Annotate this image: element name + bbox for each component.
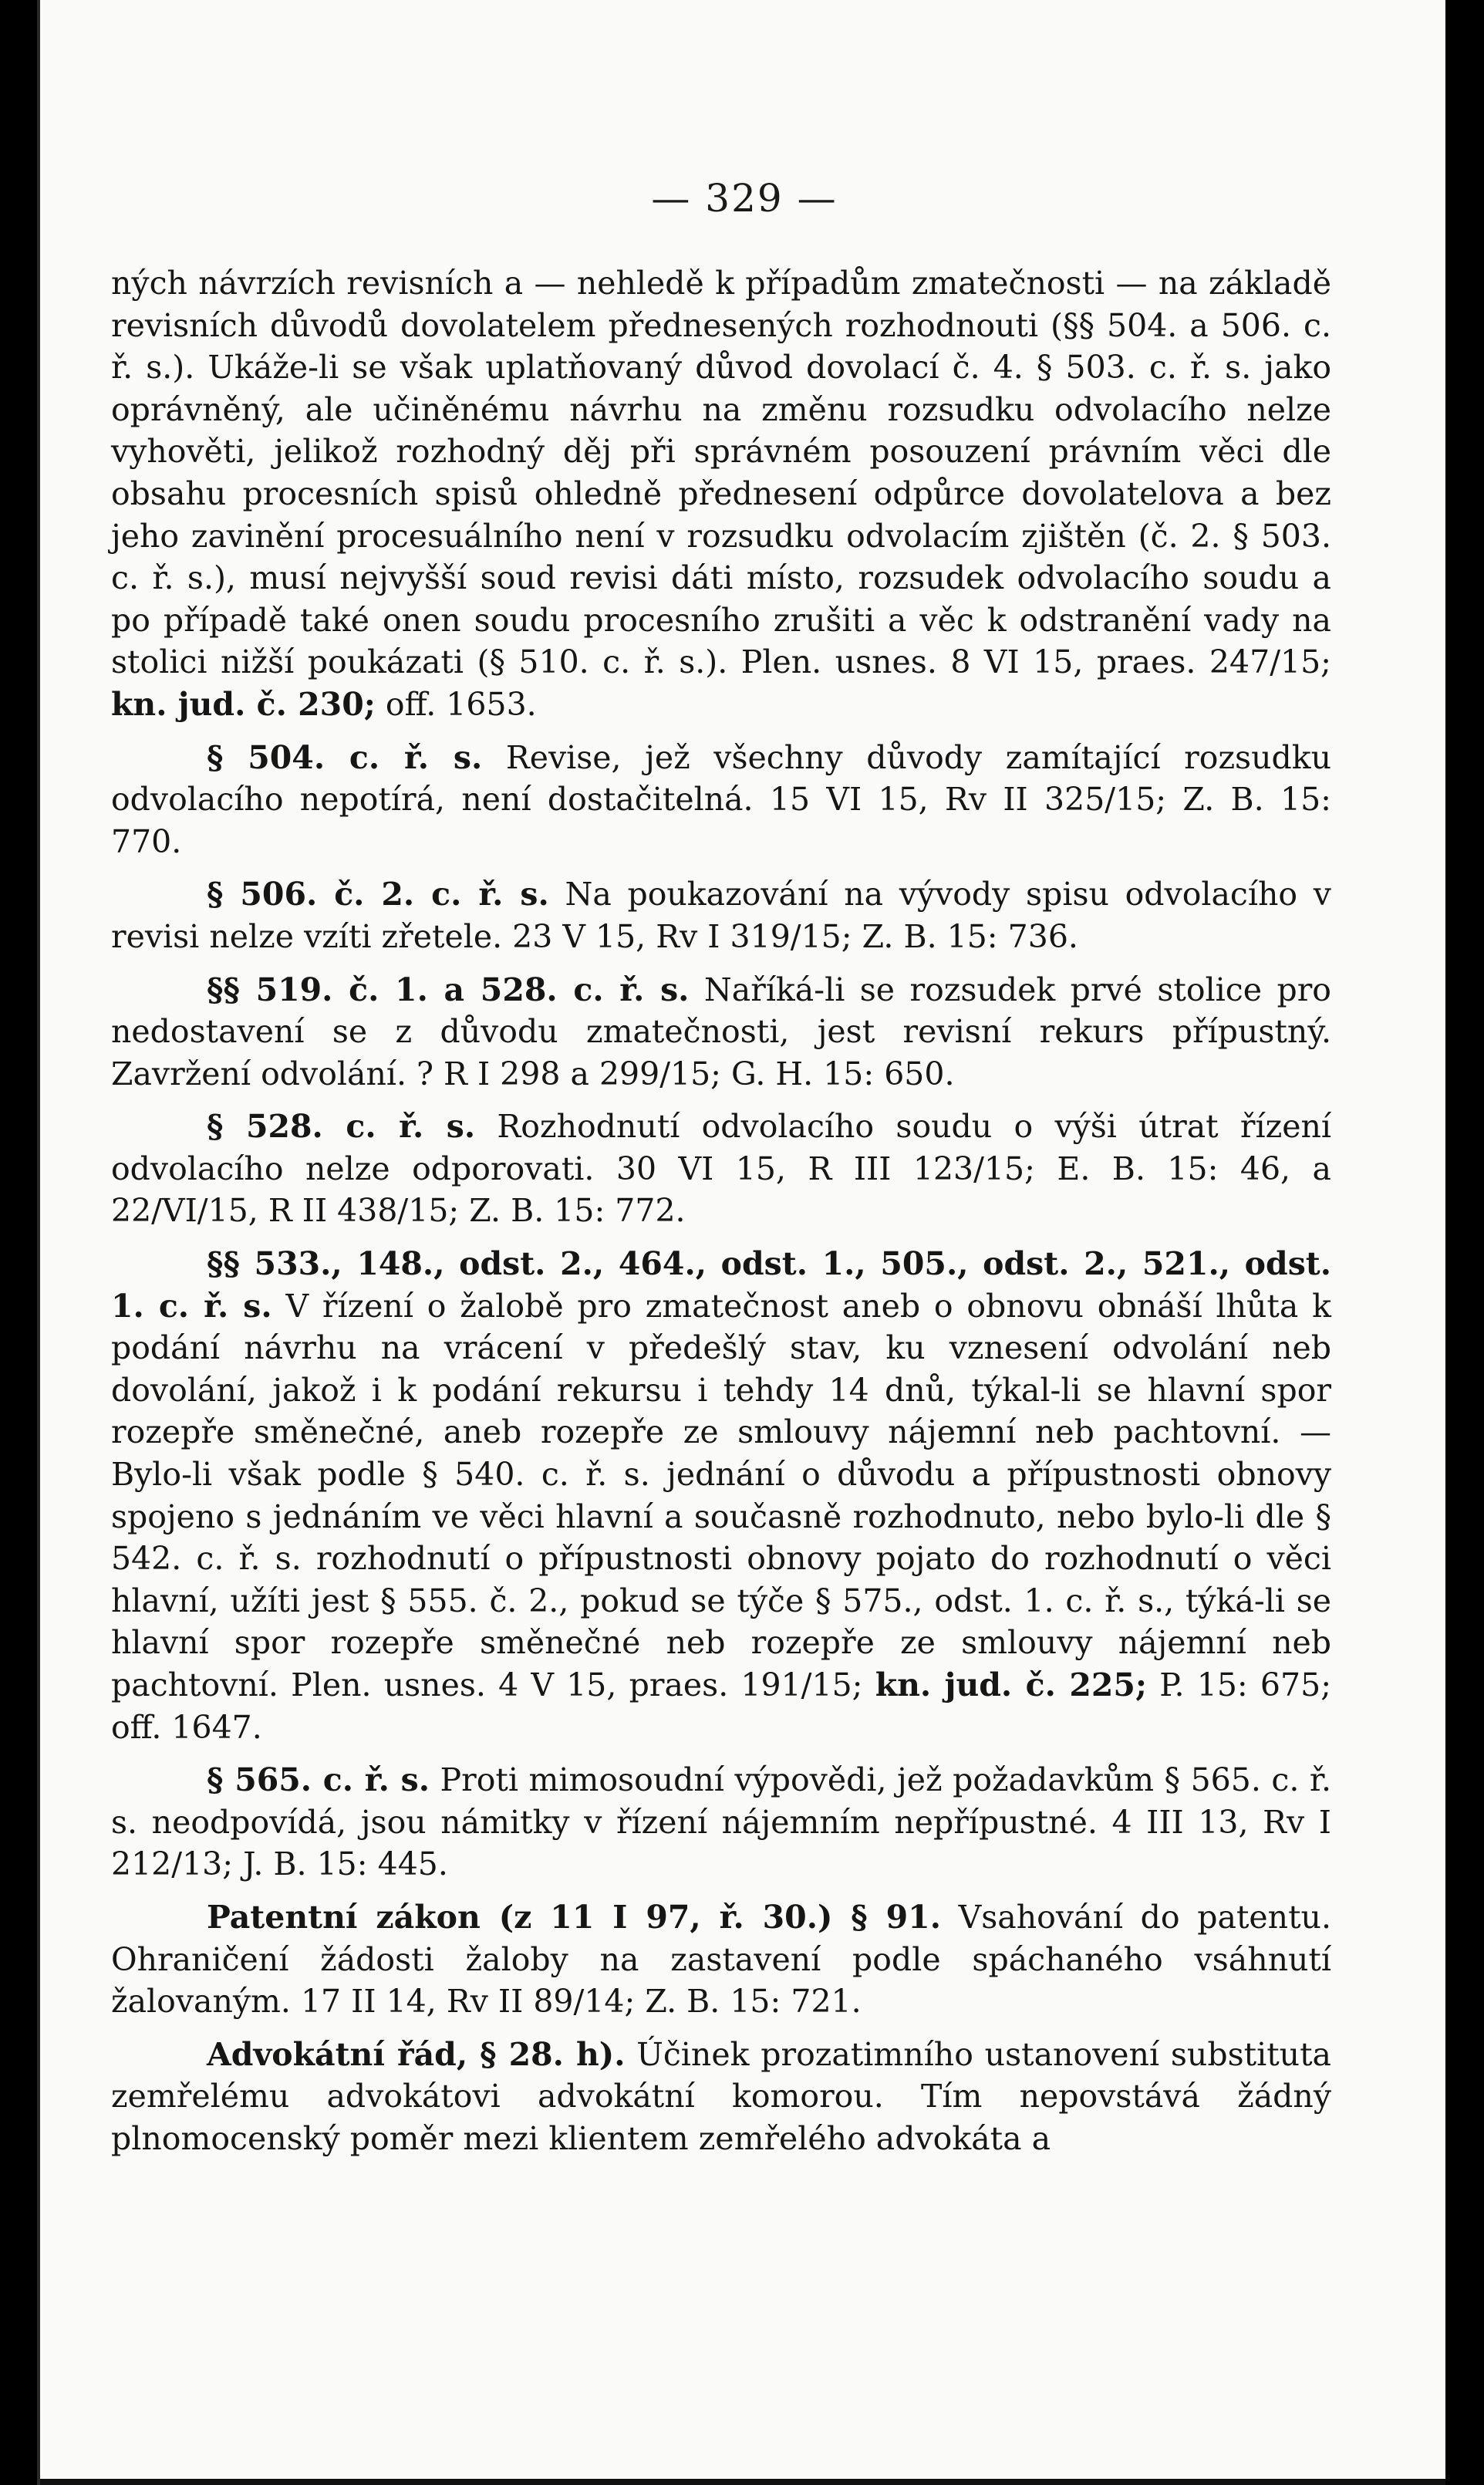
text-segment-bold: kn. jud. č. 230; <box>111 685 376 723</box>
text-segment-bold: § 506. č. 2. c. ř. s. <box>207 876 549 913</box>
book-page <box>37 0 1445 2485</box>
text-segment-bold: § 528. c. ř. s. <box>207 1108 476 1146</box>
text-segment-bold: kn. jud. č. 225; <box>875 1666 1148 1703</box>
paragraph-6 <box>111 1759 1331 1886</box>
paragraph-7 <box>111 1896 1331 2023</box>
page-number: — 329 — <box>651 176 838 221</box>
text-segment-bold: § 504. c. ř. s. <box>207 738 483 776</box>
paragraph-0 <box>111 262 1331 726</box>
page-edge <box>40 2479 1445 2485</box>
text-segment-bold: Advokátní řád, § 28. h). <box>207 2035 626 2073</box>
text-segment: Vsahování do patentu. Ohraničení žádosti žaloby na zastavení podle spáchaného vsáhnutí žalovaným. 17 II 14, Rv II 89/14; Z. B. 15: 721. <box>111 1898 1331 2021</box>
text-segment: V řízení o žalobě pro zmatečnost aneb o obnovu obnáší lhůta k podání návrhu na vrácení v předešlý stav, ku vznesení odvolání neb dovolání, jakož i k podání rekursu i tehdy 14 dnů, týkal-li se hlavní spor rozepře směnečné, aneb rozepře ze smlouvy nájemní neb pachtovní. — Bylo-li však podle § 540. c. ř. s. jednání o důvodu a přípustnosti obnovy spojeno s jednáním ve věci hlavní a současně rozhodnuto, nebo bylo-li dle § 542. c. ř. s. rozhodnutí o přípustnosti obnovy pojato do rozhodnutí o věci hlavní, užíti jest § 555. č. 2., pokud se týče § 575., odst. 1. c. ř. s., týká-li se hlavní spor rozepře směnečné neb rozepře ze smlouvy nájemní neb pachtovní. Plen. usnes. 4 V 15, praes. 191/15; <box>111 1287 1331 1703</box>
text-segment-bold: Patentní zákon (z 11 I 97, ř. 30.) § 91. <box>207 1898 941 1936</box>
text-segment: Proti mimosoudní výpovědi, jež požadavkům § 565. c. ř. s. neodpovídá, jsou námitky v řízení nájemním nepřípustné. 4 III 13, Rv I 212/13; J. B. 15: 445. <box>111 1761 1331 1883</box>
text-segment: off. 1653. <box>375 685 537 723</box>
text-segment: Účinek prozatimního ustanovení substituta zemřelému advokátovi advokátní komorou. Tím nepovstává žádný plnomocenský poměr mezi klientem zemřelého advokáta a <box>111 2035 1332 2157</box>
text-segment: Revise, jež všechny důvody zamítající rozsudku odvolacího nepotírá, není dostačitelná. 15 VI 15, Rv II 325/15; Z. B. 15: 770. <box>111 738 1332 860</box>
text-segment: ných návrzích revisních a — nehledě k případům zmatečnosti — na základě revisních důvodů dovolatelem přednesených rozhodnouti (§§ 504. a 506. c. ř. s.). Ukáže-li se však uplatňovaný důvod dovolací č. 4. § 503. c. ř. s. jako oprávněný, ale učiněnému návrhu na změnu rozsudku odvolacího nelze vyhověti, jelikož rozhodný děj při správném posouzení právním věci dle obsahu procesních spisů ohledně přednesení odpůrce dovolatelova a bez jeho zavinění procesuálního není v rozsudku odvolacím zjištěn (č. 2. § 503. c. ř. s.), musí nejvyšší soud revisi dáti místo, rozsudek odvolacího soudu a po případě také onen soudu procesního zrušiti a věc k odstranění vady na stolici nižší poukázati (§ 510. c. ř. s.). Plen. usnes. 8 VI 15, praes. 247/15; <box>111 265 1331 681</box>
text-segment: Na poukazování na vývody spisu odvolacího v revisi nelze vzíti zřetele. 23 V 15, Rv I 319/15; Z. B. 15: 736. <box>111 876 1331 955</box>
paragraph-2 <box>111 873 1331 957</box>
paragraph-3 <box>111 969 1331 1096</box>
paragraph-8 <box>111 2034 1331 2160</box>
text-segment: Naříká-li se rozsudek prvé stolice pro nedostavení se z důvodu zmatečnosti, jest revisní rekurs přípustný. Zavržení odvolání. ? R I 298 a 299/15; G. H. 15: 650. <box>111 971 1331 1092</box>
text-segment-bold: §§ 519. č. 1. a 528. c. ř. s. <box>207 971 690 1008</box>
text-segment: Rozhodnutí odvolacího soudu o výši útrat řízení odvolacího nelze odporovati. 30 VI 15, R III 123/15; E. B. 15: 46, a 22/VI/15, R II 438/15; Z. B. 15: 772. <box>111 1108 1331 1230</box>
paragraph-5 <box>111 1243 1331 1748</box>
text-segment: P. 15: 675; off. 1647. <box>111 1666 1332 1746</box>
text-segment-bold: §§ 533., 148., odst. 2., 464., odst. 1., 505., odst. 2., 521., odst. 1. c. ř. s. <box>111 1245 1331 1325</box>
page-body <box>111 262 1331 2160</box>
paragraph-1 <box>111 737 1331 863</box>
text-segment-bold: § 565. c. ř. s. <box>207 1761 430 1799</box>
paragraph-4 <box>111 1106 1331 1232</box>
